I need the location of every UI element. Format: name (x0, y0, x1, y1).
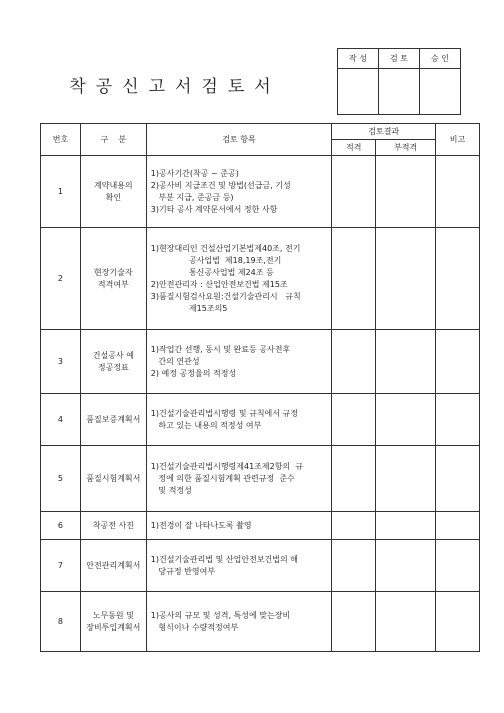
row-category: 건설공사 예 정공정표 (80, 330, 146, 394)
table-row (41, 512, 480, 540)
review-item: 1)공사의 규모 및 성격, 특성에 맞는장비 형식이나 수량적정여부 (150, 610, 291, 632)
approval-label-author: 작 성 (338, 49, 379, 69)
row-fail-cell[interactable] (376, 330, 436, 394)
approval-label-review: 검 토 (379, 49, 420, 69)
row-number: 8 (41, 592, 81, 652)
row-category: 현장기술자 적격여부 (80, 228, 146, 330)
row-fail-cell[interactable] (376, 446, 436, 512)
row-pass-cell[interactable] (332, 540, 376, 592)
review-item: 2)공사비 지급조건 및 방법(선급금, 기성 부분 지급, 준공금 등) (150, 180, 291, 202)
table-row (41, 394, 480, 446)
review-item: 3)기타 공사 계약문서에서 정한 사항 (150, 204, 278, 214)
approval-label-approve: 승 인 (420, 49, 461, 69)
row-note-cell[interactable] (436, 394, 480, 446)
row-note-cell[interactable] (436, 446, 480, 512)
row-pass-cell[interactable] (332, 512, 376, 540)
row-category: 계약내용의 확인 (80, 156, 146, 228)
row-note-cell[interactable] (436, 512, 480, 540)
row-pass-cell[interactable] (332, 394, 376, 446)
table-row (41, 540, 480, 592)
row-number: 6 (41, 512, 81, 540)
review-rows (41, 156, 480, 652)
row-pass-cell[interactable] (332, 592, 376, 652)
header-fail: 부적격 (376, 140, 436, 156)
row-number: 4 (41, 394, 81, 446)
row-fail-cell[interactable] (376, 592, 436, 652)
row-review-items (146, 512, 332, 540)
header-result: 검토결과 (332, 124, 436, 140)
review-item: 2) 예정 공정율의 적정성 (150, 368, 237, 378)
row-category: 노무동원 및 장비투입계획서 (80, 592, 146, 652)
review-item: 1)현장대리인 건설산업기본법제40조, 전기 공사업법 제18,19조,전기 통신공사업법 제24조 등 (150, 243, 301, 277)
row-review-items (146, 330, 332, 394)
table-row (41, 228, 480, 330)
row-number: 3 (41, 330, 81, 394)
row-note-cell[interactable] (436, 592, 480, 652)
review-item: 1)건설기술관리법시행령제41조제2항의 규 정에 의한 품질시험계획 관련규정 준수 및 적정성 (150, 461, 303, 495)
row-pass-cell[interactable] (332, 228, 376, 330)
header-no: 번호 (41, 124, 81, 156)
row-review-items (146, 156, 332, 228)
row-category: 착공전 사진 (80, 512, 146, 540)
row-number: 7 (41, 540, 81, 592)
row-fail-cell[interactable] (376, 540, 436, 592)
approval-sign-approve[interactable] (420, 69, 461, 115)
row-pass-cell[interactable] (332, 446, 376, 512)
row-review-items (146, 592, 332, 652)
row-note-cell[interactable] (436, 540, 480, 592)
review-table (40, 123, 480, 652)
table-row (41, 156, 480, 228)
row-pass-cell[interactable] (332, 156, 376, 228)
header-items: 검토 항목 (146, 124, 332, 156)
approval-sign-review[interactable] (379, 69, 420, 115)
review-item: 2)안전관리자 : 산업안전보건법 제15조 (150, 279, 288, 289)
row-fail-cell[interactable] (376, 156, 436, 228)
row-pass-cell[interactable] (332, 330, 376, 394)
row-fail-cell[interactable] (376, 394, 436, 446)
row-category: 품질시험계획서 (80, 446, 146, 512)
review-item: 1)건설기술관리법 및 산업안전보건법의 해 당규정 반영여부 (150, 554, 298, 576)
approval-table (337, 48, 461, 115)
row-note-cell[interactable] (436, 156, 480, 228)
row-number: 2 (41, 228, 81, 330)
table-row (41, 330, 480, 394)
row-fail-cell[interactable] (376, 512, 436, 540)
review-item: 1)건설기술관리법시행령 및 규칙에서 규정 하고 있는 내용의 적정성 여부 (150, 408, 298, 430)
row-review-items (146, 394, 332, 446)
header-category: 구 분 (80, 124, 146, 156)
row-review-items (146, 540, 332, 592)
review-item: 1)공사기간(착공 ~ 준공) (150, 168, 239, 178)
row-category: 안전관리계획서 (80, 540, 146, 592)
document-title: 착공신고서검토서 (69, 77, 281, 97)
row-number: 1 (41, 156, 81, 228)
row-number: 5 (41, 446, 81, 512)
row-note-cell[interactable] (436, 228, 480, 330)
row-fail-cell[interactable] (376, 228, 436, 330)
review-item: 1)작업간 선행, 동시 및 완료등 공사전후 간의 연관성 (150, 344, 291, 366)
header-pass: 적격 (332, 140, 376, 156)
review-item: 3)품질시험검사요원:건설기술관리시 규칙 제15조의5 (150, 291, 301, 313)
row-category: 품질보증계획서 (80, 394, 146, 446)
table-row (41, 446, 480, 512)
row-note-cell[interactable] (436, 330, 480, 394)
table-row (41, 592, 480, 652)
review-item: 1)전경이 잘 나타나도록 촬영 (150, 520, 252, 530)
row-review-items (146, 446, 332, 512)
header-note: 비고 (436, 124, 480, 156)
approval-sign-author[interactable] (338, 69, 379, 115)
row-review-items (146, 228, 332, 330)
